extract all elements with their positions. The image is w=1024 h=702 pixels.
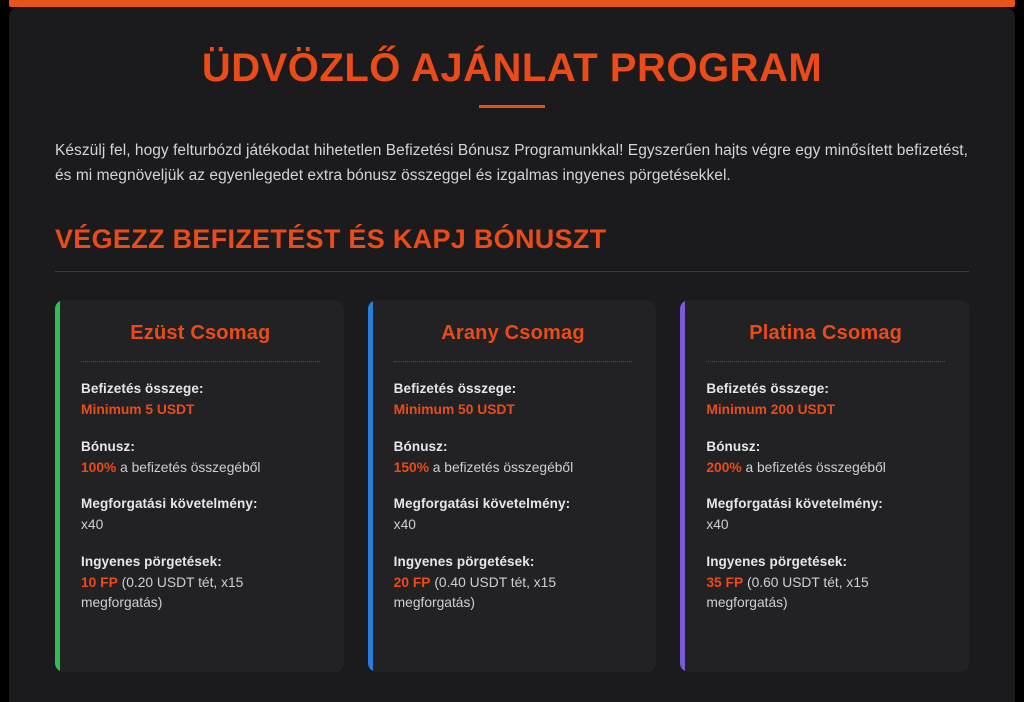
package-card-gold[interactable] — [368, 300, 657, 672]
bonus-row — [394, 439, 633, 478]
free-spins-row — [394, 554, 633, 612]
bonus-row — [81, 439, 320, 478]
wagering-label: Megforgatási követelmény: — [393, 496, 571, 512]
free-spins-label: Ingyenes pörgetések: — [393, 553, 535, 569]
intro-paragraph: Készülj fel, hogy felturbózd játékodat hihetetlen Befizetési Bónusz Programunkkal! Egyszerűen hajts végre egy minősített befizetést, és mi megnöveljük az egyenlegedet extra bónusz összeggel és izgalmas ingyenes pörgetésekkel. — [55, 142, 968, 185]
top-accent-bar — [9, 0, 1015, 7]
deposit-row — [81, 381, 320, 420]
deposit-amount: Minimum 5 USDT — [81, 402, 195, 418]
card-divider — [394, 361, 633, 362]
wagering-row — [394, 496, 633, 535]
free-spins-row — [706, 554, 945, 612]
wagering-label: Megforgatási követelmény: — [706, 496, 883, 512]
deposit-amount: Minimum 50 USDT — [393, 402, 515, 418]
free-spins-detail: (0.40 USDT tét, x15 megforgatás) — [393, 574, 556, 610]
wagering-row — [81, 496, 320, 535]
card-accent-bar — [368, 300, 373, 672]
free-spins-label: Ingyenes pörgetések: — [81, 553, 222, 569]
free-spins-label: Ingyenes pörgetések: — [706, 553, 848, 569]
free-spins-value — [706, 573, 945, 612]
bonus-suffix: a befizetés összegéből — [428, 459, 574, 475]
bonus-percent: 200% — [706, 459, 742, 475]
wagering-value: x40 — [81, 517, 104, 533]
bonus-suffix: a befizetés összegéből — [741, 459, 886, 475]
deposit-row — [394, 381, 633, 420]
deposit-row — [706, 381, 945, 420]
free-spins-amount: 20 FP — [393, 574, 431, 590]
wagering-value: x40 — [706, 517, 729, 533]
free-spins-amount: 10 FP — [81, 574, 118, 590]
deposit-amount: Minimum 200 USDT — [706, 402, 836, 418]
package-card-silver[interactable] — [55, 300, 344, 672]
wagering-value: x40 — [393, 517, 416, 533]
deposit-label: Befizetés összege: — [393, 381, 517, 397]
package-title: Platina Csomag — [749, 322, 903, 345]
free-spins-value — [81, 573, 320, 612]
bonus-label: Bónusz: — [81, 438, 135, 454]
free-spins-row — [81, 554, 320, 612]
deposit-value — [81, 400, 320, 420]
bonus-value — [81, 458, 320, 478]
bonus-value — [394, 458, 633, 478]
deposit-value — [394, 400, 633, 420]
section-title: VÉGEZZ BEFIZETÉST ÉS KAPJ BÓNUSZT — [55, 224, 607, 255]
deposit-value — [706, 400, 945, 420]
bonus-label: Bónusz: — [706, 438, 761, 454]
card-divider — [706, 361, 945, 362]
bonus-suffix: a befizetés összegéből — [116, 459, 261, 475]
bonus-label: Bónusz: — [393, 438, 448, 454]
free-spins-detail: (0.20 USDT tét, x15 megforgatás) — [81, 574, 244, 610]
deposit-label: Befizetés összege: — [81, 381, 204, 397]
bonus-percent: 100% — [81, 459, 117, 475]
card-accent-bar — [680, 300, 685, 672]
package-title: Arany Csomag — [441, 322, 585, 345]
free-spins-detail: (0.60 USDT tét, x15 megforgatás) — [706, 574, 869, 610]
promo-panel — [9, 7, 1015, 702]
wagering-label: Megforgatási követelmény: — [81, 496, 258, 512]
deposit-label: Befizetés összege: — [706, 381, 829, 397]
wagering-row — [706, 496, 945, 535]
package-card-platinum[interactable] — [680, 300, 969, 672]
card-divider — [81, 361, 320, 362]
page-title: ÜDVÖZLŐ AJÁNLAT PROGRAM — [201, 46, 823, 90]
section-divider — [55, 271, 969, 272]
free-spins-value — [394, 573, 633, 612]
bonus-row — [706, 439, 945, 478]
free-spins-amount: 35 FP — [706, 574, 744, 590]
bonus-percent: 150% — [393, 459, 429, 475]
title-underline — [479, 105, 545, 108]
card-accent-bar — [55, 300, 60, 672]
bonus-value — [706, 458, 945, 478]
package-card-list — [55, 300, 969, 672]
package-title: Ezüst Csomag — [130, 322, 271, 345]
